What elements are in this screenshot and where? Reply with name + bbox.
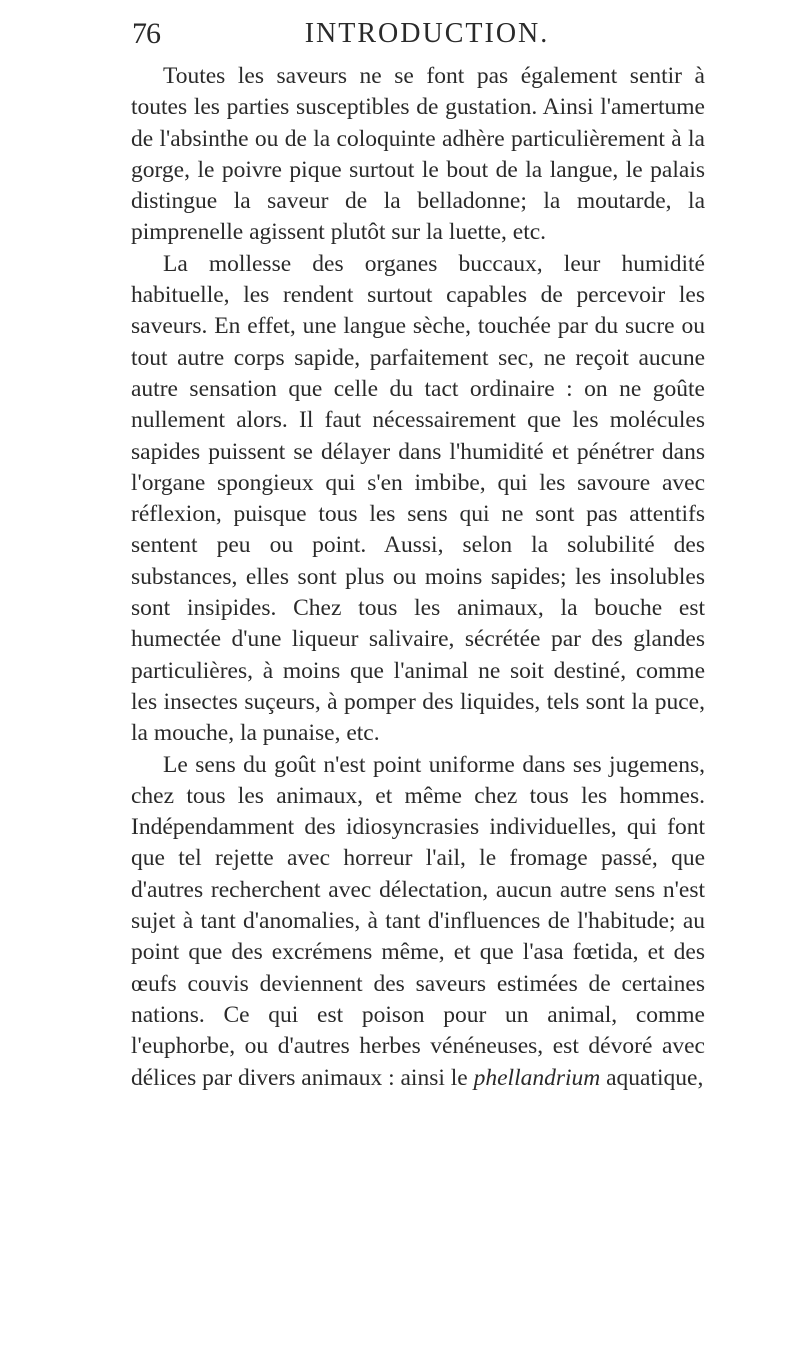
paragraph-3-text-after: aquatique, [600,1064,704,1091]
paragraph-3-text-before: Le sens du goût n'est point uniforme dans ses jugemens, chez tous les animaux, et même chez tous les hommes. Indépendamment des idiosyncrasies individuelles, qui font que tel rejette avec horreur l'ail, le fromage passé, que d'autres recherchent avec délectation, aucun autre sens n'est sujet à tant d'anomalies, à tant d'influences de l'habitude; au point que des excrémens même, et que l'asa fœtida, et des œufs couvis deviennent des saveurs estimées de certaines nations. Ce qui est poison pour un animal, comme l'euphorbe, ou d'autres herbes vénéneuses, est dévoré avec délices par divers animaux : ainsi le [131,751,705,1091]
paragraph-3 [131,750,705,1094]
body-text [131,61,705,1094]
running-title: INTRODUCTION. [304,18,550,49]
running-head [132,14,702,54]
page-number: 76 [132,17,160,50]
paragraph-3-italic-term: phellandrium [473,1064,601,1091]
paragraph-2: La mollesse des organes buccaux, leur humidité habituelle, les rendent surtout capables de percevoir les saveurs. En effet, une langue sèche, touchée par du sucre ou tout autre corps sapide, parfaitement sec, ne reçoit aucune autre sensation que celle du tact ordinaire : on ne goûte nullement alors. Il faut nécessairement que les molécules sapides puissent se délayer dans l'humidité et pénétrer dans l'organe spongieux qui s'en imbibe, qui les savoure avec réflexion, puisque tous les sens qui ne sont pas attentifs sentent peu ou point. Aussi, selon la solubilité des substances, elles sont plus ou moins sapides; les insolubles sont insipides. Chez tous les animaux, la bouche est humectée d'une liqueur salivaire, sécrétée par des glandes particulières, à moins que l'animal ne soit destiné, comme les insectes suçeurs, à pomper des liquides, tels sont la puce, la mouche, la punaise, etc. [131,250,705,747]
paragraph-1: Toutes les saveurs ne se font pas également sentir à toutes les parties susceptibles de gustation. Ainsi l'amertume de l'absinthe ou de la coloquinte adhère particulièrement à la gorge, le poivre pique surtout le bout de la langue, le palais distingue la saveur de la belladonne; la moutarde, la pimprenelle agissent plutôt sur la luette, etc. [131,63,705,246]
